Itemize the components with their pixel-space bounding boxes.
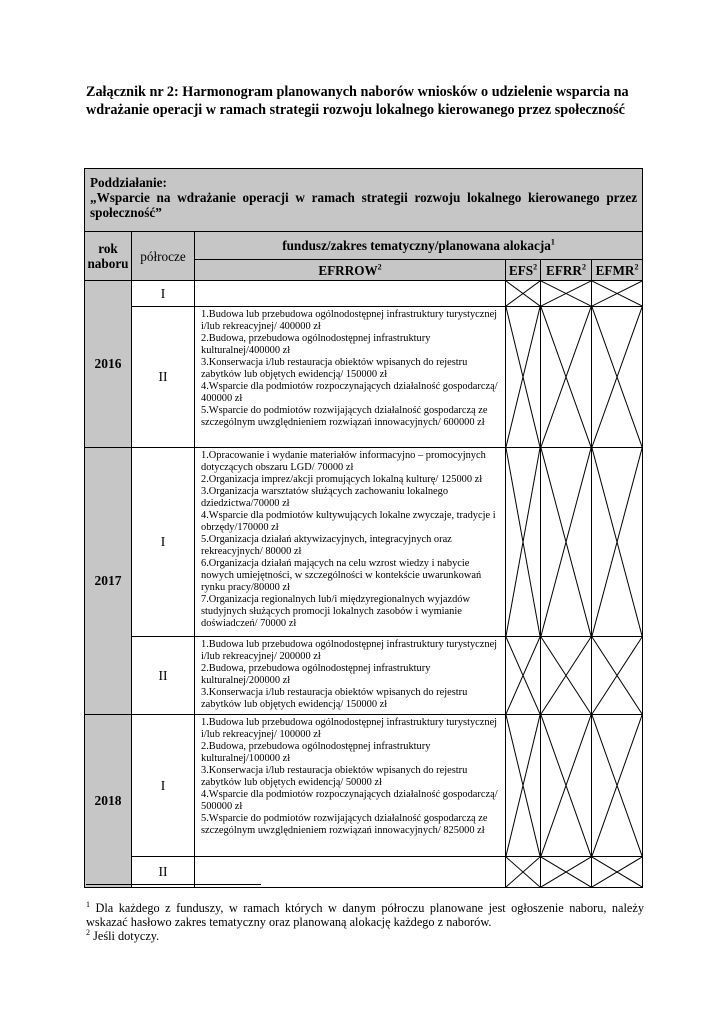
crossed-cell bbox=[506, 307, 541, 448]
items-2017-ii bbox=[195, 637, 506, 715]
items-2018-i bbox=[195, 715, 506, 857]
cross-mark bbox=[592, 637, 642, 714]
cross-mark bbox=[541, 637, 591, 714]
list-item: 1.Budowa lub przebudowa ogólnodostępnej infrastruktury turystycznej i/lub rekreacyjnej/ 200000 zł bbox=[201, 639, 498, 662]
half-2017-ii: II bbox=[132, 637, 195, 715]
half-2018-i: I bbox=[132, 715, 195, 857]
list-item: 4.Wsparcie dla podmiotów rozpoczynających działalność gospodarczą/ 500000 zł bbox=[201, 789, 498, 812]
cross-mark bbox=[506, 281, 540, 306]
header-efrrow: EFRROW$^2$ bbox=[195, 260, 506, 281]
crossed-cell bbox=[506, 281, 541, 307]
subaction-text: „Wsparcie na wdrażanie operacji w ramach strategii rozwoju lokalnego kierowanego przez społeczność” bbox=[90, 190, 638, 220]
list-item: 1.Opracowanie i wydanie materiałów informacyjno – promocyjnych dotyczących obszaru LGD/ 70000 zł bbox=[201, 450, 486, 473]
list-item: 3.Konserwacja i/lub restauracja obiektów wpisanych do rejestru zabytków lub objętych ewidencją/ 150000 zł bbox=[201, 687, 468, 710]
crossed-cell bbox=[592, 857, 643, 888]
cross-mark bbox=[541, 307, 591, 447]
list-item: 1.Budowa lub przebudowa ogólnodostępnej infrastruktury turystycznej i/lub rekreacyjnej/ 100000 zł bbox=[201, 717, 498, 740]
half-2018-ii: II bbox=[132, 857, 195, 888]
cross-mark bbox=[506, 715, 540, 856]
header-efs: EFS$^2$ bbox=[506, 260, 541, 281]
crossed-cell bbox=[506, 448, 541, 637]
footnotes bbox=[86, 901, 644, 943]
cross-mark bbox=[506, 637, 540, 714]
crossed-cell bbox=[592, 448, 643, 637]
cross-mark bbox=[541, 448, 591, 636]
items-2016-ii bbox=[195, 307, 506, 448]
cross-mark bbox=[592, 281, 642, 306]
cross-mark bbox=[541, 857, 591, 887]
list-item: 5.Organizacja działań aktywizacyjnych, integracyjnych oraz rekreacyjnych/ 80000 zł bbox=[201, 534, 452, 557]
footnote-separator bbox=[86, 884, 261, 885]
subaction-header bbox=[85, 169, 643, 232]
half-2017-i: I bbox=[132, 448, 195, 637]
list-item: 2.Budowa, przebudowa ogólnodostępnej infrastruktury kulturalnej/100000 zł bbox=[201, 741, 431, 764]
year-2017: 2017 bbox=[85, 448, 132, 715]
list-item: 7.Organizacja regionalnych lub/i międzyregionalnych wyjazdów studyjnych służących promocji lokalnych zasobów i wymianie doświadczeń/ 70000 zł bbox=[201, 594, 471, 629]
crossed-cell bbox=[592, 281, 643, 307]
list-item: 6.Organizacja działań mających na celu wzrost wiedzy i nabycie nowych umiejętności, w szczególności w kontekście uwarunkowań rynku pracy/80000 zł bbox=[201, 558, 482, 593]
crossed-cell bbox=[541, 281, 592, 307]
crossed-cell bbox=[592, 307, 643, 448]
crossed-cell bbox=[506, 715, 541, 857]
list-item: 1.Budowa lub przebudowa ogólnodostępnej infrastruktury turystycznej i/lub rekreacyjnej/ 400000 zł bbox=[201, 309, 498, 332]
subaction-label: Poddziałanie: bbox=[90, 175, 167, 190]
year-2016: 2016 bbox=[85, 281, 132, 448]
year-2018: 2018 bbox=[85, 715, 132, 888]
footnote-1: $^1$ Dla każdego z funduszy, w ramach których w danym półroczu planowane jest ogłoszenie naboru, należy wskazać hasłowo zakres tematyczny oraz planowaną alokację każdego z naborów. bbox=[86, 899, 644, 929]
half-2016-ii: II bbox=[132, 307, 195, 448]
items-2016-i bbox=[195, 281, 506, 307]
crossed-cell bbox=[541, 448, 592, 637]
cross-mark bbox=[541, 715, 591, 856]
cross-mark bbox=[541, 281, 591, 306]
crossed-cell bbox=[541, 857, 592, 888]
list-item: 2.Budowa, przebudowa ogólnodostępnej infrastruktury kulturalnej/400000 zł bbox=[201, 333, 431, 356]
list-item: 3.Organizacja warsztatów służących zachowaniu lokalnego dziedzictwa/70000 zł bbox=[201, 486, 449, 509]
cross-mark bbox=[592, 307, 642, 447]
list-item: 5.Wsparcie do podmiotów rozwijających działalność gospodarczą ze szczególnym uwzględnieniem rozwiązań innowacyjnych/ 600000 zł bbox=[201, 405, 488, 428]
crossed-cell bbox=[506, 857, 541, 888]
crossed-cell bbox=[592, 637, 643, 715]
cross-mark bbox=[592, 715, 642, 856]
crossed-cell bbox=[592, 715, 643, 857]
crossed-cell bbox=[541, 715, 592, 857]
list-item: 2.Organizacja imprez/akcji promujących lokalną kulturę/ 125000 zł bbox=[201, 474, 483, 485]
footnote-2: $^2$ Jeśli dotyczy. bbox=[86, 927, 160, 943]
header-polrocze: półrocze bbox=[132, 232, 195, 281]
cross-mark bbox=[592, 448, 642, 636]
header-efmr: EFMR$^2$ bbox=[592, 260, 643, 281]
document-title: Załącznik nr 2: Harmonogram planowanych naborów wniosków o udzielenie wsparcia na wdrażanie operacji w ramach strategii rozwoju lokalnego kierowanego przez społeczność bbox=[86, 84, 629, 118]
crossed-cell bbox=[541, 637, 592, 715]
crossed-cell bbox=[506, 637, 541, 715]
schedule-table bbox=[84, 168, 643, 888]
half-2016-i: I bbox=[132, 281, 195, 307]
cross-mark bbox=[592, 857, 642, 887]
list-item: 3.Konserwacja i/lub restauracja obiektów wpisanych do rejestru zabytków lub objętych ewidencją/ 150000 zł bbox=[201, 357, 468, 380]
list-item: 2.Budowa, przebudowa ogólnodostępnej infrastruktury kulturalnej/200000 zł bbox=[201, 663, 431, 686]
cross-mark bbox=[506, 448, 540, 636]
header-efrr: EFRR$^2$ bbox=[541, 260, 592, 281]
cross-mark bbox=[506, 857, 540, 887]
list-item: 4.Wsparcie dla podmiotów rozpoczynających działalność gospodarczą/ 400000 zł bbox=[201, 381, 498, 404]
cross-mark bbox=[506, 307, 540, 447]
footnote-ref: 1 bbox=[550, 237, 555, 247]
crossed-cell bbox=[541, 307, 592, 448]
items-2017-i bbox=[195, 448, 506, 637]
items-2018-ii bbox=[195, 857, 506, 888]
list-item: 3.Konserwacja i/lub restauracja obiektów wpisanych do rejestru zabytków lub objętych ewidencją/ 50000 zł bbox=[201, 765, 468, 788]
list-item: 4.Wsparcie dla podmiotów kultywujących lokalne zwyczaje, tradycje i obrzędy/170000 zł bbox=[201, 510, 496, 533]
header-fundusz: fundusz/zakres tematyczny/planowana alokacja$^1$ bbox=[195, 232, 643, 260]
header-rok-naboru: rok naboru bbox=[85, 232, 132, 281]
list-item: 5.Wsparcie do podmiotów rozwijających działalność gospodarczą ze szczególnym uwzględnieniem rozwiązań innowacyjnych/ 825000 zł bbox=[201, 813, 488, 836]
